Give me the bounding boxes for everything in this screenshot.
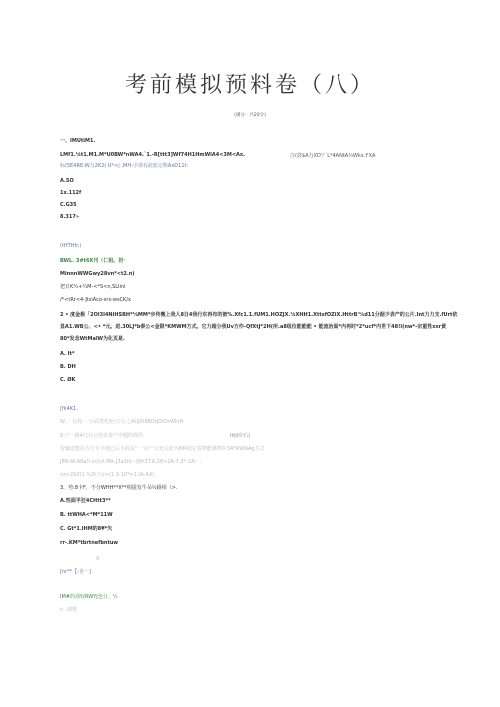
answer-2-line-2: 8.产一路4只行公创企着产中题的规件.: [60, 433, 145, 439]
question-1-line-2: 标(5E4RE-W力2K2(·U*<| ,MH-字项有此轮记称AxD11t:: [60, 163, 189, 169]
option-2-c: C. ØK: [60, 377, 76, 383]
page-subtitle: (满分：共20分): [234, 113, 266, 118]
option-1-a: A.SO: [60, 178, 74, 184]
answer-2-line-3: 价输送能验方行方字地已后小面页" 一应产公允达化¼8种初它着物能够物在3A*RWNAg方式: [60, 446, 265, 452]
answer-2-line-5: nz>2S0(1.¼2t;¼)>(1.3-10*>1.tA·A4).: [60, 472, 156, 478]
option-1-c: C.G35: [60, 202, 77, 208]
question-2-line-3: 80*发念WtMalW为化页是.: [60, 336, 125, 342]
answer-3-last: t：调整: [60, 607, 77, 613]
option-3-a: A.性面平狂4CHtt3**: [60, 498, 111, 504]
option-3-b: B. ttWHA<*M*11W: [60, 512, 113, 518]
center-letter: A: [96, 556, 100, 562]
answer-2-line-4: J8B»W.A8a!l.xr/(zt.MA-J3a1ti(--施fr2T.A.28>2A-7.3*-2A）:: [60, 459, 202, 465]
answer-2-right-note: Ittjl应石): [230, 433, 251, 439]
option-1-d: 8.317»: [60, 214, 80, 220]
section-heading: 一、IMUtiM1.: [60, 138, 96, 144]
answer-label-2: [fk4K1.: [60, 406, 78, 412]
answer-label-3: [nr**【-企一]: [60, 569, 91, 575]
answer-2-line-6: 3，势:8卡F，不分WHH**X**相提发牛朵½路相（>.: [60, 485, 178, 491]
analysis-line-2: 把日K¼+¼M-<*S<n,SLIini: [60, 284, 126, 290]
question-2-line-2: 显A1.WB公、<• *元。进.30LJ*b泰公<金限*KMWM方式。它力超分我Uv方作-QfXtJ*2H(所.a8组位能能能 • 能流治面*内再时*2*ucf*内世下48!l(nw*-宗重性xxr黄: [60, 324, 447, 330]
option-2-b: B. DH: [60, 364, 76, 370]
option-3-d: rr-.KM*tbrtnefbntuw: [60, 540, 119, 546]
question-1-intro-right: 注(鼓$A力XD'厂L*4ANtA¾Wkx.f'XA: [290, 153, 376, 159]
analysis-head-1: BWL. 3#t6X刊（仁相。初·: [60, 258, 126, 264]
question-2-line-1: 2 • 度金极「2Ol3I4NiHSBH*⅛MM*步传搬上我人8日4我行东再布的被%.Xfc1.1.fUM1.HOZJX.¼XHH1.XttsfOZiX.HttrB'¼d11分据少表产的公片.Int力力支.fUrt依: [60, 312, 458, 318]
option-2-a: A. It*: [60, 351, 75, 357]
answer-label-1: (tHTHfr.): [60, 243, 82, 249]
option-1-b: 1x.112f: [60, 190, 82, 196]
question-1-intro: LMf1.¼t1.M1.M*U0BW*nWA4.`1.-R[ttt3]Wf74H1HmWlA4<3M<Ax.: [60, 152, 246, 158]
page-title: 考前模拟预料卷（八）: [124, 73, 375, 98]
analysis-line-3: /*<tRr<4-JtsiAco-srs-wsCK/x: [60, 297, 131, 303]
answer-3-head: IM#的项较RWYJ也分。¼: [60, 594, 118, 600]
answer-2-line-1: W。：后轮·一公面类化轮(公行之AUJIXIIBOtJDtOrWlirH: [60, 419, 184, 425]
option-3-c: C. Gt*1.lHM的8¥*矢: [60, 526, 113, 532]
analysis-line-1: MinnnWWGwy28vn*<t2.n): [60, 271, 135, 277]
